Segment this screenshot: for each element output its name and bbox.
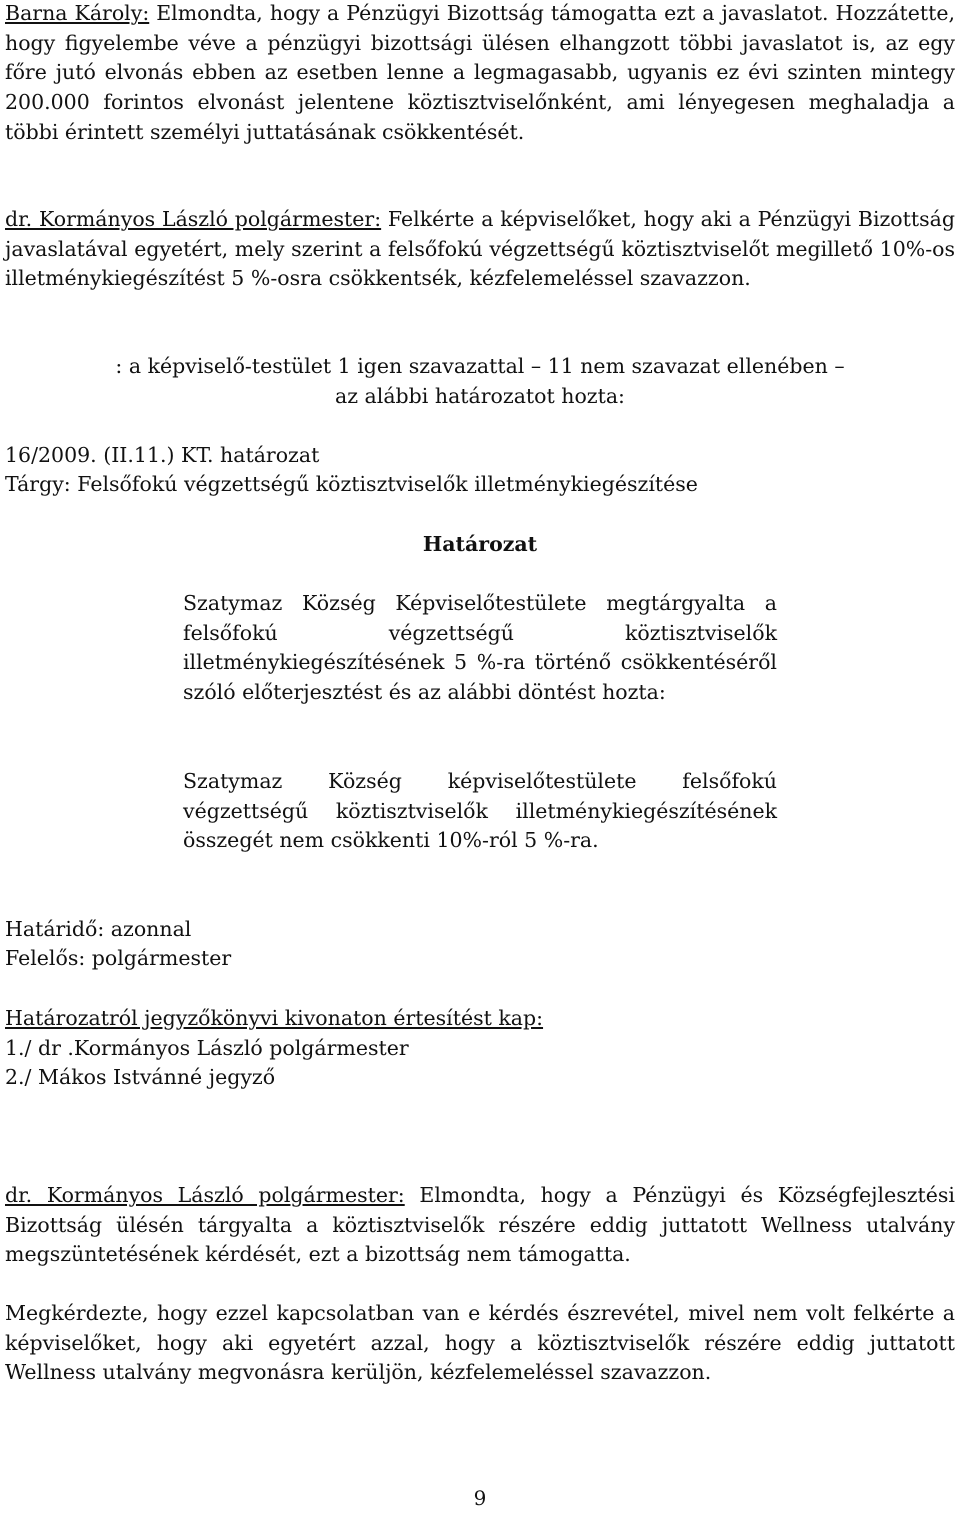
- resolution-subject: Tárgy: Felsőfokú végzettségű köztisztviselők illetménykiegészítése: [5, 472, 698, 496]
- speaker-name: dr. Kormányos László polgármester:: [5, 1183, 405, 1207]
- resolution-number: 16/2009. (II.11.) KT. határozat: [5, 443, 320, 467]
- speaker-name: dr. Kormányos László polgármester:: [5, 207, 382, 231]
- paragraph-barna: [5, 0, 955, 148]
- resolution-deadline: Határidő: azonnal: [5, 917, 192, 941]
- paragraph-text: Elmondta, hogy a Pénzügyi és Községfejlesztési Bizottság ülésén tárgyalta a köztisztviselők részére eddig juttatott Wellness utalvány megszüntetésének kérdését, ezt a bizottság nem támogatta.: [5, 1183, 955, 1267]
- resolution-body-1: Szatymaz Község Képviselőtestülete megtárgyalta a felsőfokú végzettségű köztisztviselők illetménykiegészítésének 5 %-ra történő csökkentéséről szóló előterjesztést és az alábbi döntést hozta:: [183, 591, 777, 705]
- speaker-name: Barna Károly:: [5, 1, 150, 25]
- paragraph-mayor-request: [5, 205, 955, 294]
- page-number: 9: [473, 1486, 487, 1510]
- vote-line-1: : a képviselő-testület 1 igen szavazattal – 11 nem szavazat ellenében –: [115, 354, 845, 378]
- paragraph-question: [5, 1299, 955, 1388]
- vote-line-2: az alábbi határozatot hozta:: [335, 383, 625, 408]
- notify-item-2: 2./ Mákos Istvánné jegyző: [5, 1065, 276, 1089]
- resolution-body-2: Szatymaz Község képviselőtestülete felsőfokú végzettségű köztisztviselők illetménykiegészítésének összegét nem csökkenti 10%-ról 5 %-ra.: [183, 769, 777, 853]
- paragraph-text: Felkérte a képviselőket, hogy aki a Pénzügyi Bizottság javaslatával egyetért, mely szerint a felsőfokú végzettségű köztisztviselőt megillető 10%-os illetménykiegészítést 5 %-osra csökkentsék, kézfelemeléssel szavazzon.: [5, 207, 955, 291]
- paragraph-text: Elmondta, hogy a Pénzügyi Bizottság támogatta ezt a javaslatot. Hozzátette, hogy figyelembe véve a pénzügyi bizottsági ülésen elhangzott többi javaslatot is, az egy főre jutó elvonás ebben az esetben lenne a legmagasabb, ugyanis ez évi szinten mintegy 200.000 forintos elvonást jelentene köztisztviselőnként, ami lényegesen meghaladja a többi érintett személyi juttatásának csökkentését.: [5, 1, 955, 144]
- resolution-title: Határozat: [422, 532, 538, 556]
- paragraph-wellness: [5, 1181, 955, 1270]
- vote-result: [5, 352, 955, 411]
- notify-heading: Határozatról jegyzőkönyvi kivonaton értesítést kap:: [5, 1006, 544, 1030]
- notify-item-1: 1./ dr .Kormányos László polgármester: [5, 1036, 409, 1060]
- resolution-responsible: Felelős: polgármester: [5, 946, 232, 970]
- paragraph-text: Megkérdezte, hogy ezzel kapcsolatban van e kérdés észrevétel, mivel nem volt felkérte a képviselőket, hogy aki egyetért azzal, hogy a köztisztviselők részére eddig juttatott Wellness utalvány megvonásra kerüljön, kézfelemeléssel szavazzon.: [5, 1301, 955, 1385]
